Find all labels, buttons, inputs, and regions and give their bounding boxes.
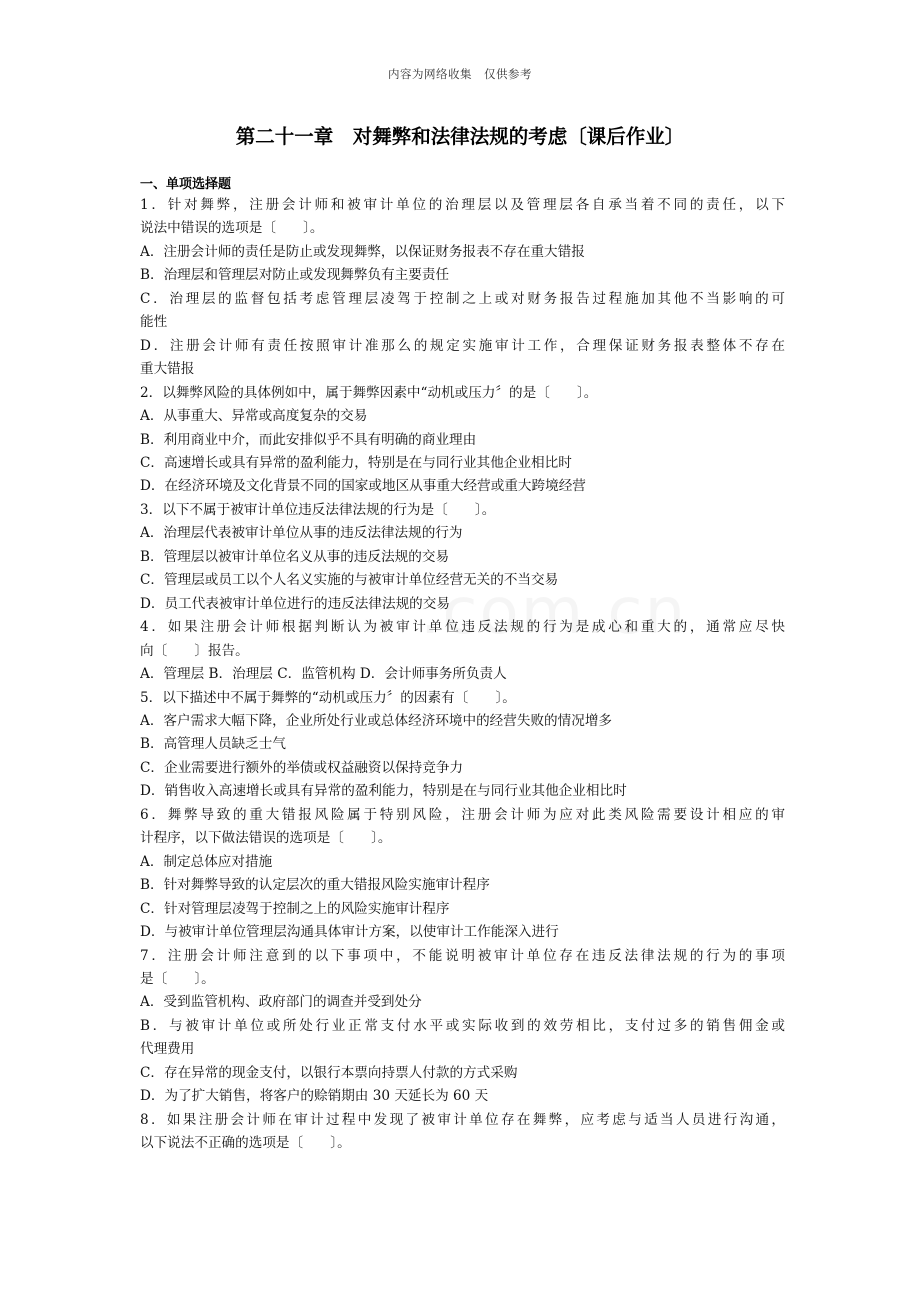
text-line: B．高管理人员缺乏士气 <box>140 736 286 753</box>
text-line: D．为了扩大销售，将客户的赊销期由 30 天延长为 60 天 <box>140 1088 489 1105</box>
text-line: D．在经济环境及文化背景不同的国家或地区从事重大经营或重大跨境经营 <box>140 478 586 495</box>
text-line: 3．以下不属于被审计单位违反法律法规的行为是〔 〕。 <box>140 501 496 518</box>
text-line: D．员工代表被审计单位进行的违反法律法规的交易 <box>140 595 450 612</box>
text-line: 向〔 〕报告。 <box>140 642 249 659</box>
text-line: B．与被审计单位或所处行业正常支付水平或实际收到的效劳相比，支付过多的销售佣金或 <box>140 1017 785 1034</box>
text-line: A．管理层 B．治理层 C．监管机构 D．会计师事务所负责人 <box>140 666 507 683</box>
text-line: C．存在异常的现金支付，以银行本票向持票人付款的方式采购 <box>140 1064 518 1081</box>
text-line: 说法中错误的选项是〔 〕。 <box>140 220 324 237</box>
text-line: A．治理层代表被审计单位从事的违反法律法规的行为 <box>140 525 463 542</box>
text-line: 计程序，以下做法错误的选项是〔 〕。 <box>140 830 392 847</box>
text-line: A．注册会计师的责任是防止或发现舞弊，以保证财务报表不存在重大错报 <box>140 243 585 260</box>
text-line: 4．如果注册会计师根据判断认为被审计单位违反法规的行为是成心和重大的，通常应尽快 <box>140 619 785 636</box>
text-line: 以下说法不正确的选项是〔 〕。 <box>140 1135 351 1152</box>
text-line: 1．针对舞弊，注册会计师和被审计单位的治理层以及管理层各自承当着不同的责任，以下 <box>140 197 785 213</box>
text-line: A．制定总体应对措施 <box>140 853 273 870</box>
text-line: 重大错报 <box>140 361 195 378</box>
text-line: A．受到监管机构、政府部门的调查并受到处分 <box>140 994 422 1011</box>
text-line: 5．以下描述中不属于舞弊的“动机或压力〞的因素有〔 〕。 <box>140 689 516 706</box>
text-line: C．针对管理层凌驾于控制之上的风险实施审计程序 <box>140 900 450 917</box>
text-line: B．管理层以被审计单位名义从事的违反法规的交易 <box>140 548 450 565</box>
text-line: C．高速增长或具有异常的盈利能力，特别是在与同行业其他企业相比时 <box>140 454 572 471</box>
text-line: 代理费用 <box>140 1041 195 1058</box>
text-line: 8．如果注册会计师在审计过程中发现了被审计单位存在舞弊，应考虑与适当人员进行沟通， <box>140 1111 785 1128</box>
document-body <box>140 175 785 1156</box>
text-line: 6．舞弊导致的重大错报风险属于特别风险，注册会计师为应对此类风险需要设计相应的审 <box>140 806 785 823</box>
text-line: 2．以舞弊风险的具体例如中，属于舞弊因素中“动机或压力〞的是〔 〕。 <box>140 384 598 401</box>
question-list <box>140 194 785 1156</box>
text-line: C．管理层或员工以个人名义实施的与被审计单位经营无关的不当交易 <box>140 572 559 589</box>
section-heading: 一、单项选择题 <box>140 177 232 192</box>
page-title: 第二十一章 对舞弊和法律法规的考虑〔课后作业〕 <box>235 125 685 148</box>
text-line: B．针对舞弊导致的认定层次的重大错报风险实施审计程序 <box>140 877 490 894</box>
text-line: 是〔 〕。 <box>140 970 215 987</box>
header-note: 内容为网络收集 仅供参考 <box>388 67 532 81</box>
text-line: 能性 <box>140 314 168 331</box>
text-line: B．利用商业中介，而此安排似乎不具有明确的商业理由 <box>140 431 477 448</box>
text-line: D．销售收入高速增长或具有异常的盈利能力，特别是在与同行业其他企业相比时 <box>140 783 627 800</box>
text-line: C．治理层的监督包括考虑管理层凌驾于控制之上或对财务报告过程施加其他不当影响的可 <box>140 290 785 307</box>
text-line: C．企业需要进行额外的举债或权益融资以保持竞争力 <box>140 759 464 776</box>
text-line: 7．注册会计师注意到的以下事项中，不能说明被审计单位存在违反法律法规的行为的事项 <box>140 947 785 964</box>
text-line: B．治理层和管理层对防止或发现舞弊负有主要责任 <box>140 267 450 284</box>
text-line: A．客户需求大幅下降，企业所处行业或总体经济环境中的经营失败的情况增多 <box>140 712 613 729</box>
text-line: D．注册会计师有责任按照审计准那么的规定实施审计工作，合理保证财务报表整体不存在 <box>140 337 785 354</box>
text-line: D．与被审计单位管理层沟通具体审计方案，以使审计工作能深入进行 <box>140 924 559 941</box>
text-line: A．从事重大、异常或高度复杂的交易 <box>140 408 368 425</box>
